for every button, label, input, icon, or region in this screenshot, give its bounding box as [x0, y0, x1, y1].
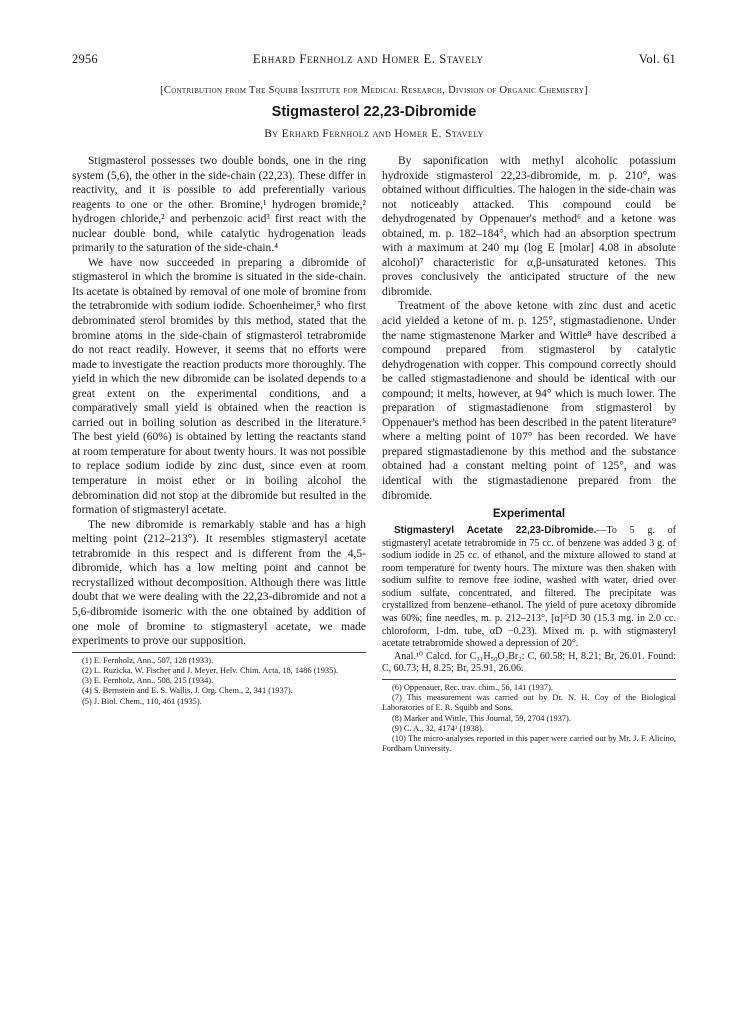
left-column: [72, 154, 366, 755]
footnote: (6) Oppenauer, Rec. trav. chim., 56, 141 (1937).: [392, 682, 553, 692]
experimental-paragraph: [382, 525, 676, 650]
footnote-divider: [382, 679, 676, 680]
footnote: (9) C. A., 32, 4174³ (1938).: [392, 723, 484, 733]
footnote: (10) The micro-analyses reported in this paper were carried out by Mr. J. F. Alicino, Fordham University.: [382, 734, 676, 754]
footnote: (7) This measurement was carried out by Dr. N. H. Coy of the Biological Laboratories of E. R. Squibb and Sons.: [382, 692, 676, 713]
paragraph: We have now succeeded in preparing a dibromide of stigmasterol in which the bromine is situated in the side-chain. Its acetate is obtained by removal of one mole of bromine from the tetrabromide with sodium iodide. Schoenheimer,⁵ who first debrominated sterol bromides by this method, stated that the bromine atoms in the side-chain of stigmasterol tetrabromide do not react readily. However, it seems that no efforts were made to investigate the reaction products more thoroughly. The yield in which the new dibromide can be isolated depends to a great extent on the experimental conditions, and a comparatively small yield is obtained when the reaction is carried out in boiling solution as described in the literature.⁵ The best yield (60%) is obtained by letting the reactants stand at room temperature for about twenty hours. It was not possible to replace sodium iodide by zinc dust, since even at room temperature in moist ether or in boiling alcohol the debromination did not stop at the dibromide but resulted in the formation of stigmasteryl acetate.: [72, 256, 366, 517]
paragraph: Treatment of the above ketone with zinc dust and acetic acid yielded a ketone of m. p. 125°, stigmastadienone. Under the name stigmastenone Marker and Wittle⁸ have described a compound prepared from stigmasterol by catalytic dehydrogenation with copper. This compound correctly should be called stigmastadienone and should be identical with our compound; it melts, however, at 94° which is much lower. The preparation of stigmastadienone from stigmasterol by Oppenauer's method has been described in the patent literature⁹ where a melting point of 107° has been recorded. We have prepared stigmastadienone by this method and the substance obtained had a constant melting point of 125°, and was identical with the stigmastadienone prepared from the dibromide.: [382, 300, 676, 502]
contribution-line: [Contribution from The Squibb Institute for Medical Research, Division of Organic Chemistry]: [160, 85, 588, 96]
runin-heading: Stigmasteryl Acetate 22,23-Dibromide.: [394, 525, 597, 537]
running-head-authors: Erhard Fernholz and Homer E. Stavely: [252, 52, 484, 66]
experimental-text: —To 5 g. of stigmasteryl acetate tetrabromide in 75 cc. of benzene was added 3 g. of sodium iodide in 25 cc. of ethanol, and the mixture allowed to stand at room temperature for twenty hours. The mixture was then shaken with sodium sulfite to remove free iodine, washed with water, dried over sodium sulfate, concentrated, and filtered. The precipitate was crystallized from benzene–ethanol. The yield of pure acetoxy dibromide was 60%; fine needles, m. p. 212–213°, [α]²⁵D 30 (15.3 mg. in 2.0 cc. chloroform, 1-dm. tube, αD −0.23). Mixed m. p. with stigmasteryl acetate tetrabromide showed a depression of 20°.: [382, 525, 676, 650]
footnote: (3) E. Fernholz, Ann., 508, 215 (1934).: [82, 676, 214, 686]
journal-page: [72, 52, 676, 755]
volume-label: Vol. 61: [638, 52, 676, 66]
footnote-list: [382, 683, 676, 755]
analysis-paragraph: Anal.¹⁰ Calcd. for C₃₁H₅₀O₂Br₂: C, 60.58; H, 8.21; Br, 26.01. Found: C, 60.73; H, 8.25; Br, 25.91, 26.06.: [382, 650, 676, 675]
paragraph: Stigmasterol possesses two double bonds, one in the ring system (5,6), the other in the side-chain (22,23). These differ in reactivity, and it is possible to add preferentially various reagents to one or the other. Bromine,¹ hydrogen bromide,² hydrogen chloride,² and perbenzoic acid³ first react with the nuclear double bond, while catalytic hydrogenation leads primarily to the saturation of the side-chain.⁴: [72, 155, 366, 255]
footnote: (5) J. Biol. Chem., 110, 461 (1935).: [82, 696, 202, 706]
page-number: 2956: [72, 52, 98, 66]
footnote: (4) S. Bernstein and E. S. Wallis, J. Org. Chem., 2, 341 (1937).: [82, 686, 293, 696]
byline: By Erhard Fernholz and Homer E. Stavely: [264, 128, 484, 140]
footnote-divider: [72, 652, 366, 653]
article-title: Stigmasterol 22,23-Dibromide: [271, 104, 477, 120]
right-column: [382, 154, 676, 755]
footnote-list: [72, 656, 366, 707]
footnote: (1) E. Fernholz, Ann., 507, 128 (1933).: [82, 655, 214, 665]
footnote: (2) L. Ruzicka, W. Fischer and J. Meyer, Helv. Chim. Acta, 18, 1486 (1935).: [82, 665, 339, 675]
paragraph: The new dibromide is remarkably stable and has a high melting point (212–213°). It resembles stigmasteryl acetate tetrabromide in this respect and is different from the 4,5-dibromide, which has a low melting point and cannot be recrystallized without decomposition. Although there was little doubt that we were dealing with the 22,23-dibromide and not a 5,6-dibromide isomeric with the one obtained by addition of one mole of bromine to stigmasteryl acetate, we made experiments to prove our supposition.: [72, 518, 366, 648]
two-column-body: [72, 154, 676, 755]
paragraph: By saponification with methyl alcoholic potassium hydroxide stigmasterol 22,23-dibromide, m. p. 210°, was obtained without difficulties. The halogen in the side-chain was not noticeably attacked. This compound could be dehydrogenated by Oppenauer's method⁶ and a ketone was obtained, m. p. 182–184°, which had an absorption spectrum with a maximum at 240 mμ (log E [molar] 4.08 in absolute alcohol)⁷ characteristic for α,β-unsaturated ketones. This proves conclusively the anticipated structure of the new dibromide.: [382, 155, 676, 298]
footnote: (8) Marker and Wittle, This Journal, 59, 2704 (1937).: [392, 713, 571, 723]
section-heading: Experimental: [492, 508, 566, 521]
running-head: [72, 52, 676, 67]
